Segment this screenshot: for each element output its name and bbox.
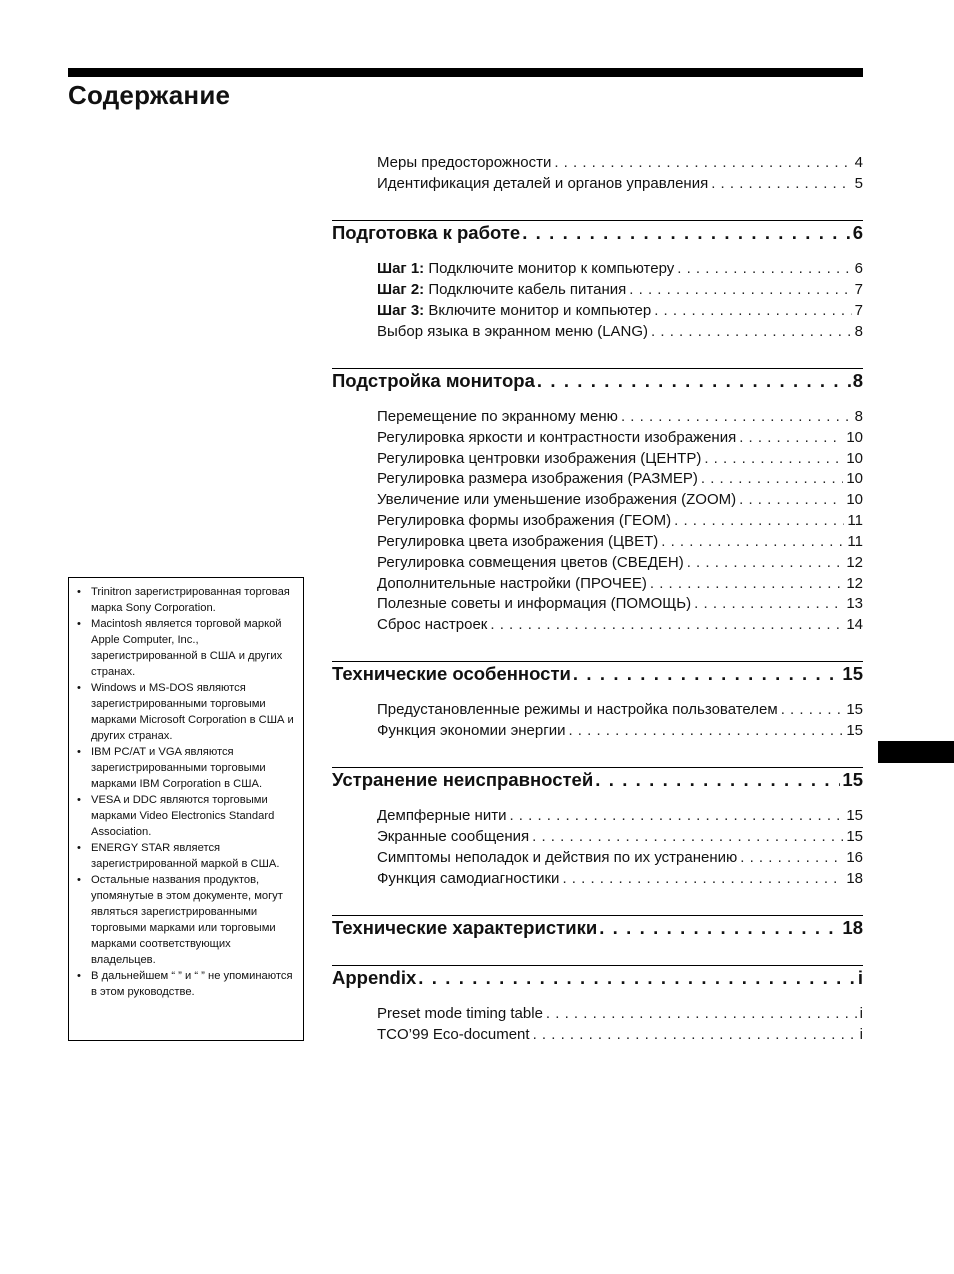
page-number: 10 xyxy=(846,450,863,467)
toc-entry[interactable]: Идентификация деталей и органов управления . . . 5 xyxy=(377,174,863,194)
page-number: 10 xyxy=(846,429,863,446)
toc-entry[interactable]: Регулировка яркости и контрастности изображения . . . 10 xyxy=(377,428,863,448)
toc-entry[interactable]: Preset mode timing table . . . i xyxy=(377,1004,863,1024)
page-number: 14 xyxy=(846,616,863,633)
toc-entry[interactable]: Регулировка размера изображения (РАЗМЕР) . . . 10 xyxy=(377,469,863,489)
toc-entry[interactable]: Выбор языка в экранном меню (LANG) . . . 8 xyxy=(377,322,863,342)
page-number: 15 xyxy=(846,722,863,739)
top-rule xyxy=(68,68,863,77)
trademark-item: • В дальнейшем “ ” и “ ” не упоминаются в этом руководстве. xyxy=(77,968,297,1000)
toc-entry[interactable]: Функция самодиагностики . . . 18 xyxy=(377,869,863,889)
toc-section-heading[interactable]: Подготовка к работе . . . 6 xyxy=(332,221,863,245)
page-number: 8 xyxy=(854,323,863,340)
trademark-item: • Macintosh является торговой маркой Apple Computer, Inc., зарегистрированной в США и других странах. xyxy=(77,616,297,680)
toc-section-heading[interactable]: Технические характеристики . . . 18 xyxy=(332,916,863,940)
trademark-list xyxy=(77,584,297,1000)
toc-section-heading[interactable]: Устранение неисправностей . . . 15 xyxy=(332,768,863,792)
section-tab-marker xyxy=(878,741,954,763)
toc-entry[interactable]: Сброс настроек . . . 14 xyxy=(377,615,863,635)
page-number: i xyxy=(859,1026,863,1043)
toc-entry[interactable]: Функция экономии энергии . . . 15 xyxy=(377,721,863,741)
trademark-item: • Trinitron зарегистрированная торговая марка Sony Corporation. xyxy=(77,584,297,616)
page-number: 6 xyxy=(852,222,863,243)
page-number: 16 xyxy=(846,849,863,866)
page-number: 18 xyxy=(842,917,863,938)
page-number: 5 xyxy=(854,175,863,192)
page-number: 12 xyxy=(846,554,863,571)
page-number: 12 xyxy=(846,575,863,592)
toc-section-heading[interactable]: Appendix . . . i xyxy=(332,966,863,990)
page-number: 15 xyxy=(846,807,863,824)
page-number: 4 xyxy=(854,154,863,171)
toc-section-heading[interactable]: Технические особенности . . . 15 xyxy=(332,662,863,686)
toc-entry[interactable]: TCO’99 Eco-document . . . i xyxy=(377,1025,863,1045)
page-number: 15 xyxy=(842,663,863,684)
page-number: 10 xyxy=(846,491,863,508)
trademark-item: • Остальные названия продуктов, упомянутые в этом документе, могут являться зарегистрированными торговыми марками или торговыми марками соответствующих владельцев. xyxy=(77,872,297,968)
toc-entry[interactable]: Регулировка совмещения цветов (СВЕДЕН) . . . 12 xyxy=(377,553,863,573)
page-number: 15 xyxy=(842,769,863,790)
toc-entry[interactable]: Меры предосторожности . . . 4 xyxy=(377,153,863,173)
toc-section-heading[interactable]: Подстройка монитора . . . 8 xyxy=(332,369,863,393)
page-number: 7 xyxy=(854,281,863,298)
toc-entry[interactable]: Увеличение или уменьшение изображения (ZOOM) . . . 10 xyxy=(377,490,863,510)
toc-entry[interactable]: Экранные сообщения . . . 15 xyxy=(377,827,863,847)
page-number: i xyxy=(857,967,863,988)
page-number: 8 xyxy=(852,370,863,391)
toc-entry[interactable]: Дополнительные настройки (ПРОЧЕЕ) . . . 12 xyxy=(377,574,863,594)
toc-entry[interactable]: Шаг 3: Включите монитор и компьютер . . . 7 xyxy=(377,301,863,321)
page-number: 8 xyxy=(854,408,863,425)
page-title: Содержание xyxy=(68,80,231,110)
page-number: 18 xyxy=(846,870,863,887)
page-number: i xyxy=(859,1005,863,1022)
page-number: 15 xyxy=(846,701,863,718)
trademark-item: • VESA и DDC являются торговыми марками Video Electronics Standard Association. xyxy=(77,792,297,840)
trademark-item: • ENERGY STAR является зарегистрированной маркой в США. xyxy=(77,840,297,872)
toc-entry[interactable]: Регулировка формы изображения (ГЕОМ) . . . 11 xyxy=(377,511,863,531)
page-number: 6 xyxy=(854,260,863,277)
page-number: 10 xyxy=(846,470,863,487)
toc-entry[interactable]: Регулировка центровки изображения (ЦЕНТР) . . . 10 xyxy=(377,449,863,469)
page-number: 7 xyxy=(854,302,863,319)
page-number: 11 xyxy=(847,512,863,529)
page-number: 13 xyxy=(846,595,863,612)
toc-entry[interactable]: Шаг 1: Подключите монитор к компьютеру . . . 6 xyxy=(377,259,863,279)
toc-entry[interactable]: Перемещение по экранному меню . . . 8 xyxy=(377,407,863,427)
page-number: 15 xyxy=(846,828,863,845)
trademark-item: • Windows и MS-DOS являются зарегистрированными торговыми марками Microsoft Corporation в США и других странах. xyxy=(77,680,297,744)
toc-entry[interactable]: Шаг 2: Подключите кабель питания . . . 7 xyxy=(377,280,863,300)
toc-entry[interactable]: Предустановленные режимы и настройка пользователем . . . 15 xyxy=(377,700,863,720)
page-number: 11 xyxy=(847,533,863,550)
toc-entry[interactable]: Демпферные нити . . . 15 xyxy=(377,806,863,826)
trademark-notice-box xyxy=(68,577,304,1041)
toc-entry[interactable]: Регулировка цвета изображения (ЦВЕТ) . . . 11 xyxy=(377,532,863,552)
toc-entry[interactable]: Полезные советы и информация (ПОМОЩЬ) . . . 13 xyxy=(377,594,863,614)
toc-entry[interactable]: Симптомы неполадок и действия по их устранению . . . 16 xyxy=(377,848,863,868)
trademark-item: • IBM PC/AT и VGA являются зарегистрированными торговыми марками IBM Corporation в США. xyxy=(77,744,297,792)
